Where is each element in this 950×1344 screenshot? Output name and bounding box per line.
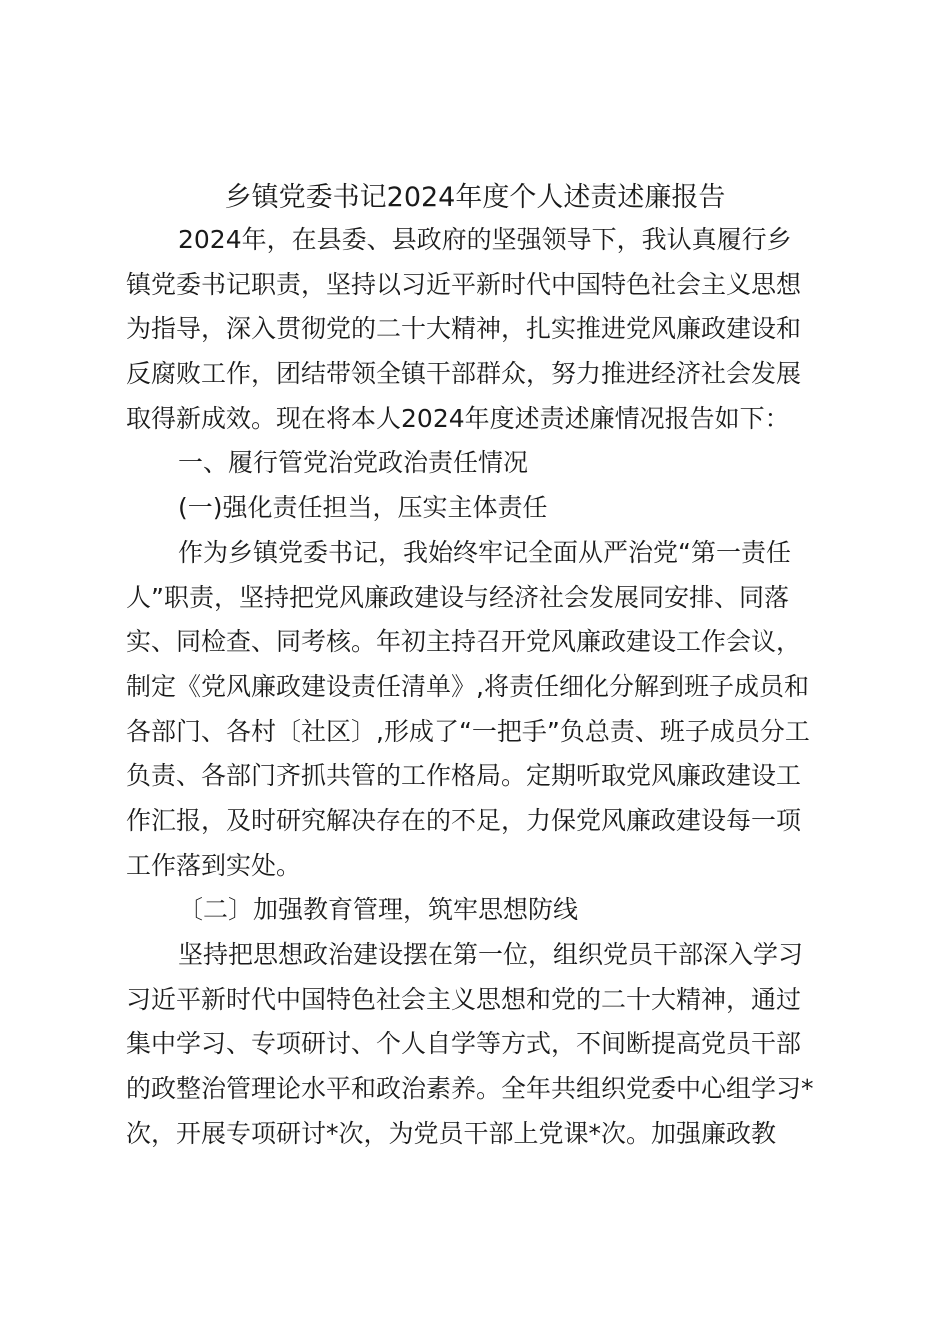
paragraph-line: 坚持把思想政治建设摆在第一位，组织党员干部深入学习 (178, 940, 804, 969)
subsection-heading: (一)强化责任担当，压实主体责任 (178, 493, 548, 523)
paragraph-line: 作汇报，及时研究解决存在的不足，力保党风廉政建设每一项 (126, 805, 802, 835)
paragraph-line: 制定《党风廉政建设责任清单》,将责任细化分解到班子成员和 (126, 671, 809, 701)
paragraph-line: 各部门、各村〔社区〕,形成了“一把手”负总责、班子成员分工 (126, 716, 810, 746)
paragraph-line: 实、同检查、同考核。年初主持召开党风廉政建设工作会议， (126, 627, 802, 657)
paragraph-line: 为指导，深入贯彻党的二十大精神，扎实推进党风廉政建设和 (126, 314, 802, 344)
subsection-heading: 〔二〕加强教育管理，筑牢思想防线 (178, 895, 579, 925)
document-title: 乡镇党委书记2024年度个人述责述廉报告 (224, 182, 726, 213)
paragraph-line: 工作落到实处。 (126, 850, 302, 880)
document-body (126, 218, 826, 1156)
paragraph-line: 负责、各部门齐抓共管的工作格局。定期听取党风廉政建设工 (126, 761, 802, 791)
paragraph-line: 镇党委书记职责，坚持以习近平新时代中国特色社会主义思想 (126, 269, 802, 299)
section-heading: 一、履行管党治党政治责任情况 (178, 448, 529, 478)
paragraph-line: 2024年，在县委、县政府的坚强领导下，我认真履行乡 (178, 225, 792, 254)
paragraph-line: 习近平新时代中国特色社会主义思想和党的二十大精神，通过 (126, 984, 802, 1014)
paragraph-line: 反腐败工作，团结带领全镇干部群众，努力推进经济社会发展 (126, 359, 802, 389)
paragraph-line: 取得新成效。现在将本人2024年度述责述廉情况报告如下： (126, 403, 790, 433)
paragraph-line: 的政整治管理论水平和政治素养。全年共组织党委中心组学习* (126, 1074, 814, 1104)
paragraph-line: 作为乡镇党委书记，我始终牢记全面从严治党“第一责任 (178, 537, 791, 567)
paragraph-line: 人”职责，坚持把党风廉政建设与经济社会发展同安排、同落 (126, 582, 789, 612)
paragraph-line: 次，开展专项研讨*次，为党员干部上党课*次。加强廉政教 (126, 1118, 777, 1148)
paragraph-line: 集中学习、专项研讨、个人自学等方式，不间断提高党员干部 (126, 1029, 802, 1059)
